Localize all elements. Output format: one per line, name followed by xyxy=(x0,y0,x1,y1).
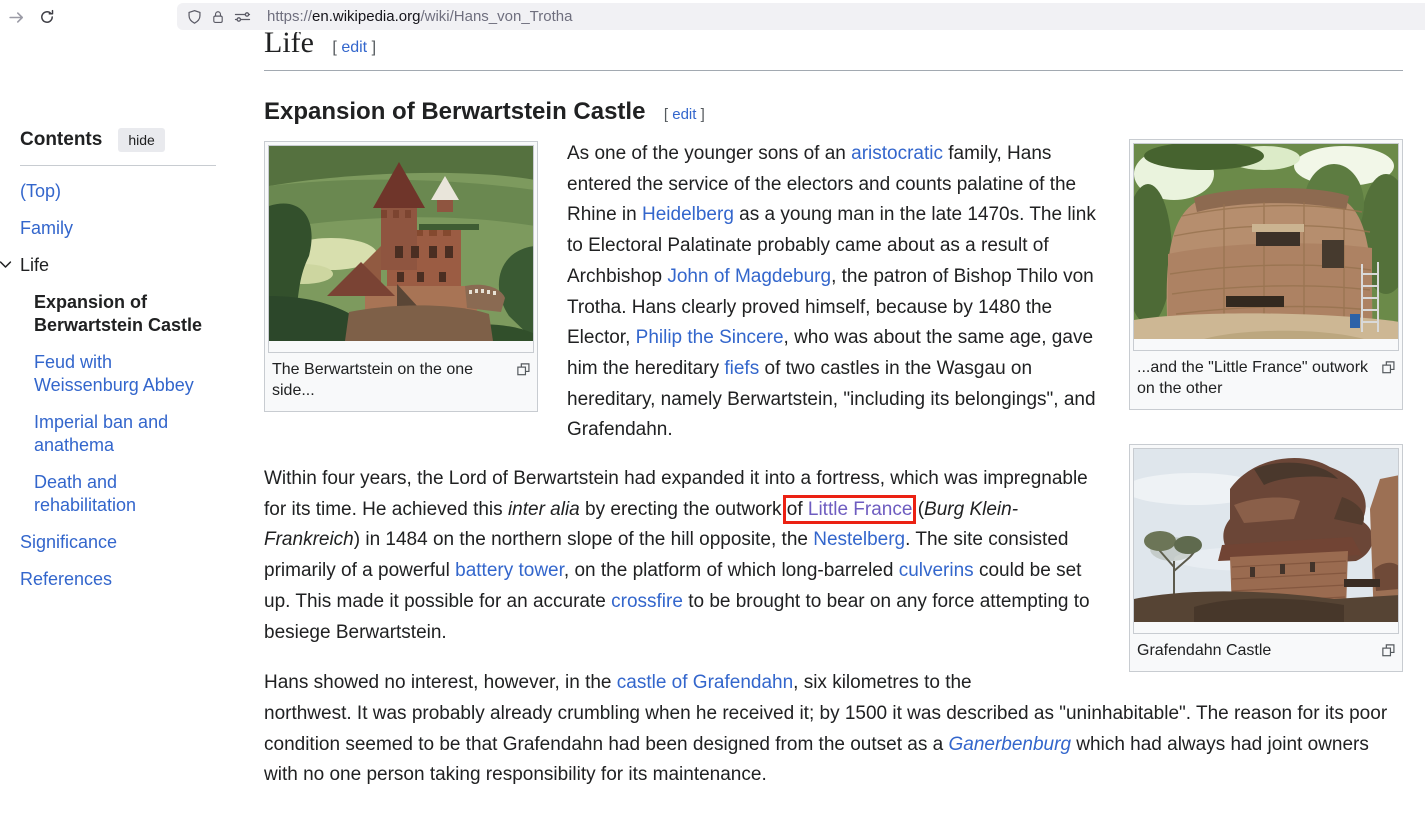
url-path: /wiki/Hans_von_Trotha xyxy=(420,8,573,25)
chevron-down-icon[interactable] xyxy=(0,258,12,276)
thumbnail-caption xyxy=(268,353,534,408)
text-run: ( xyxy=(912,498,925,520)
text-run: which had always had joint owners with no one person taking responsibility for its maintenance. xyxy=(264,733,1369,786)
little-france-tower-image[interactable] xyxy=(1133,143,1399,351)
caption-text: Grafendahn Castle xyxy=(1137,641,1272,659)
address-bar[interactable] xyxy=(177,3,1425,30)
table-of-contents xyxy=(20,128,216,605)
enlarge-icon[interactable] xyxy=(1382,359,1395,380)
text-run: to be brought to bear on any force attempting to besiege Berwartstein. xyxy=(264,590,1090,643)
edit-link-expansion[interactable]: edit xyxy=(672,106,697,123)
edit-bracket-open: [ xyxy=(332,39,337,56)
toc-hide-button[interactable]: hide xyxy=(118,128,164,152)
edit-bracket-close: ] xyxy=(371,39,377,56)
berwartstein-castle-image[interactable] xyxy=(268,145,534,353)
caption-text: The Berwartstein on the one side... xyxy=(272,360,474,399)
section-heading-row xyxy=(264,32,1403,71)
article-body xyxy=(264,32,1403,809)
browser-toolbar xyxy=(0,0,1425,32)
lock-icon[interactable] xyxy=(211,9,225,25)
article-link[interactable]: John of Magdeburg xyxy=(667,265,832,287)
url-domain: en.wikipedia.org xyxy=(312,8,421,25)
toc-item-death-and-rehabilitation[interactable]: Death and rehabilitation xyxy=(34,472,137,515)
text-run: by erecting the outwork xyxy=(579,498,787,520)
subsection-heading-expansion: Expansion of Berwartstein Castle xyxy=(264,98,646,125)
article-link[interactable]: Heidelberg xyxy=(642,204,734,226)
toc-divider xyxy=(20,165,216,166)
article-link[interactable]: Philip the Sincere xyxy=(635,327,784,349)
text-run: As one of the younger sons of an xyxy=(567,143,852,164)
reload-button[interactable] xyxy=(34,4,60,30)
article-link[interactable]: castle of Grafendahn xyxy=(616,672,794,694)
text-run: , the patron of Bishop Thilo von Trotha. Hans clearly proved himself, because by 1480 the Elector, xyxy=(567,265,1094,349)
text-run: , on the platform of which long-barreled xyxy=(563,560,899,582)
text-run: northwest. It was probably already crumbling when he received it; by 1500 it was described as "uninhabitable". The reason for its poor condition seemed to be that Grafendahn had been designed from the outset as a xyxy=(264,702,1388,755)
text-run: Within four years, the Lord of Berwartstein had expanded it into a fortress, which was impregnable for its time. He achieved this xyxy=(264,468,1088,520)
edit-section-link-wrapper xyxy=(332,39,376,56)
url-scheme: https:// xyxy=(267,8,313,25)
reload-icon xyxy=(39,9,55,25)
shield-icon[interactable] xyxy=(187,9,202,25)
toc-item-imperial-ban-and-anathema[interactable]: Imperial ban and anathema xyxy=(34,412,169,455)
article-link[interactable]: culverins xyxy=(898,560,974,582)
toc-item-top[interactable]: (Top) xyxy=(20,181,62,201)
permissions-icon[interactable] xyxy=(234,10,251,24)
text-run: family, Hans entered the service of the electors and counts palatine of the Rhine in xyxy=(567,143,1077,226)
edit-section-link-wrapper xyxy=(664,106,705,123)
toc-item-life[interactable]: Life xyxy=(20,255,50,275)
section-body xyxy=(264,139,1403,791)
toc-item-significance[interactable]: Significance xyxy=(20,532,118,552)
article-link[interactable]: Ganerbenburg xyxy=(948,733,1072,755)
thumbnail-berwartstein-castle[interactable] xyxy=(264,141,538,412)
url-text xyxy=(267,8,572,25)
text-run: of two castles in the Wasgau on hereditary, namely Berwartstein, "including its belongings", and Grafendahn. xyxy=(567,357,1096,441)
edit-link-life[interactable]: edit xyxy=(341,39,368,56)
text-run: , six kilometres to the xyxy=(793,672,972,694)
section-heading-life: Life xyxy=(264,32,314,59)
subsection-heading-row xyxy=(264,98,1403,126)
text-run: as a young man in the late 1470s. The link to Electoral Palatinate probably came about as a result of Archbishop xyxy=(567,204,1096,287)
forward-button[interactable] xyxy=(3,4,29,30)
thumbnail-grafendahn-castle[interactable] xyxy=(1129,444,1403,672)
enlarge-icon[interactable] xyxy=(517,361,530,382)
text-run: ) in 1484 on the northern slope of the hill opposite, the xyxy=(353,529,814,551)
text-run: could be set up. This made it possible for an accurate xyxy=(264,560,1082,612)
enlarge-icon[interactable] xyxy=(1382,642,1395,663)
italic-text: inter alia xyxy=(507,498,580,520)
toc-item-expansion-of-berwartstein-castle[interactable]: Expansion of Berwartstein Castle xyxy=(34,292,203,335)
grafendahn-castle-image[interactable] xyxy=(1133,448,1399,634)
toc-title: Contents xyxy=(20,129,103,150)
article-link[interactable]: aristocratic xyxy=(851,143,943,164)
article-link[interactable]: crossfire xyxy=(611,590,683,612)
paragraph xyxy=(264,668,1403,791)
article-link[interactable]: battery tower xyxy=(455,560,564,582)
caption-text: ...and the "Little France" outwork on the other xyxy=(1137,358,1369,397)
edit-bracket-open: [ xyxy=(663,106,669,123)
forward-arrow-icon xyxy=(8,9,25,26)
italic-text: Burg Klein-Frankreich xyxy=(264,498,1019,551)
toc-item-references[interactable]: References xyxy=(20,569,113,589)
text-run: Hans showed no interest, however, in the xyxy=(264,672,617,694)
article-link[interactable]: Little France xyxy=(807,498,913,520)
text-run: . The site consisted primarily of a powerful xyxy=(264,529,1069,582)
text-run: , who was about the same age, gave him the hereditary xyxy=(567,327,1094,379)
page-content xyxy=(0,32,1425,818)
thumbnail-little-france-tower[interactable] xyxy=(1129,139,1403,410)
article-link[interactable]: Nestelberg xyxy=(813,529,906,551)
edit-bracket-close: ] xyxy=(700,106,705,123)
toc-item-family[interactable]: Family xyxy=(20,218,73,238)
text-run: of xyxy=(786,498,808,520)
thumbnail-caption xyxy=(1133,634,1399,668)
annotation-highlight-box xyxy=(787,499,913,520)
thumbnail-caption xyxy=(1133,351,1399,406)
toc-item-feud-with-weissenburg-abbey[interactable]: Feud with Weissenburg Abbey xyxy=(34,352,194,395)
article-link[interactable]: fiefs xyxy=(724,357,760,379)
